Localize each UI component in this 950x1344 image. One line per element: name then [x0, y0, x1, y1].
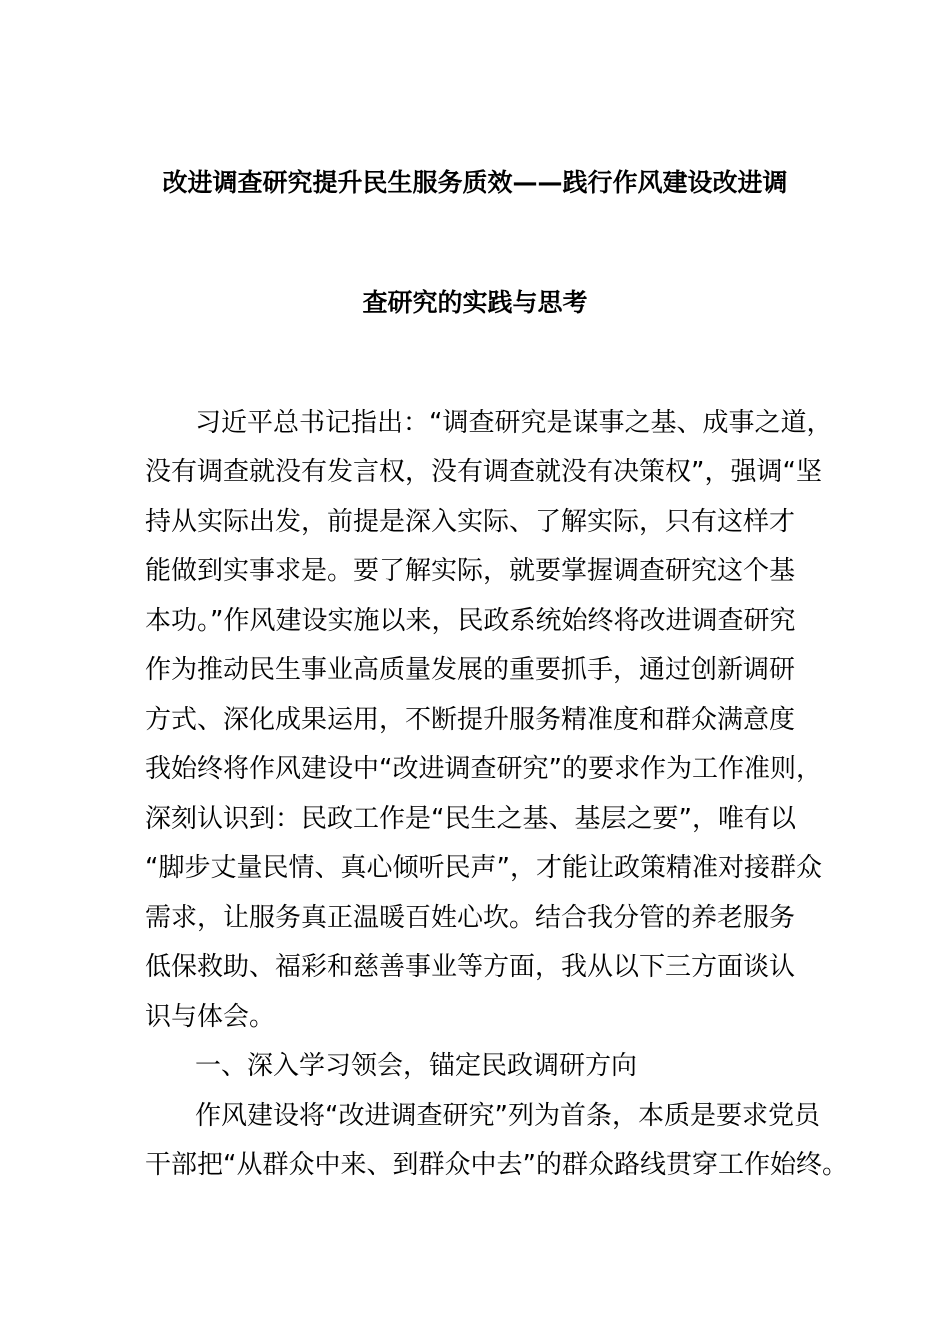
body-line: 深刻认识到：民政工作是“民生之基、基层之要”，唯有以 [145, 804, 796, 834]
body-line: 需求，让服务真正温暖百姓心坎。结合我分管的养老服务 [145, 903, 796, 933]
body-line: 低保救助、福彩和慈善事业等方面，我从以下三方面谈认 [145, 952, 796, 982]
body-line: 作风建设将“改进调查研究”列为首条，本质是要求党员 [195, 1101, 820, 1131]
body-line: 识与体会。 [145, 1002, 276, 1032]
body-line: 我始终将作风建设中“改进调查研究”的要求作为工作准则， [145, 754, 822, 784]
body-line: 方式、深化成果运用，不断提升服务精准度和群众满意度 [145, 705, 796, 735]
body-line: 干部把“从群众中来、到群众中去”的群众路线贯穿工作始终。 [145, 1150, 848, 1180]
body-line: 本功。”作风建设实施以来，民政系统始终将改进调查研究 [145, 606, 796, 636]
body-line: 没有调查就没有发言权，没有调查就没有决策权”，强调“坚 [145, 457, 822, 487]
body-line: 习近平总书记指出：“调查研究是谋事之基、成事之道， [195, 408, 833, 438]
body-line: “脚步丈量民情、真心倾听民声”，才能让政策精准对接群众 [145, 853, 822, 883]
title-line-1: 改进调查研究提升民生服务质效——践行作风建设改进调 [162, 168, 788, 197]
title-line-2: 查研究的实践与思考 [362, 288, 588, 317]
body-line: 能做到实事求是。要了解实际，就要掌握调查研究这个基 [145, 556, 796, 586]
body-line: 持从实际出发，前提是深入实际、了解实际，只有这样才 [145, 507, 796, 537]
section-heading: 一、深入学习领会，锚定民政调研方向 [195, 1051, 638, 1081]
body-line: 作为推动民生事业高质量发展的重要抓手，通过创新调研 [145, 655, 796, 685]
